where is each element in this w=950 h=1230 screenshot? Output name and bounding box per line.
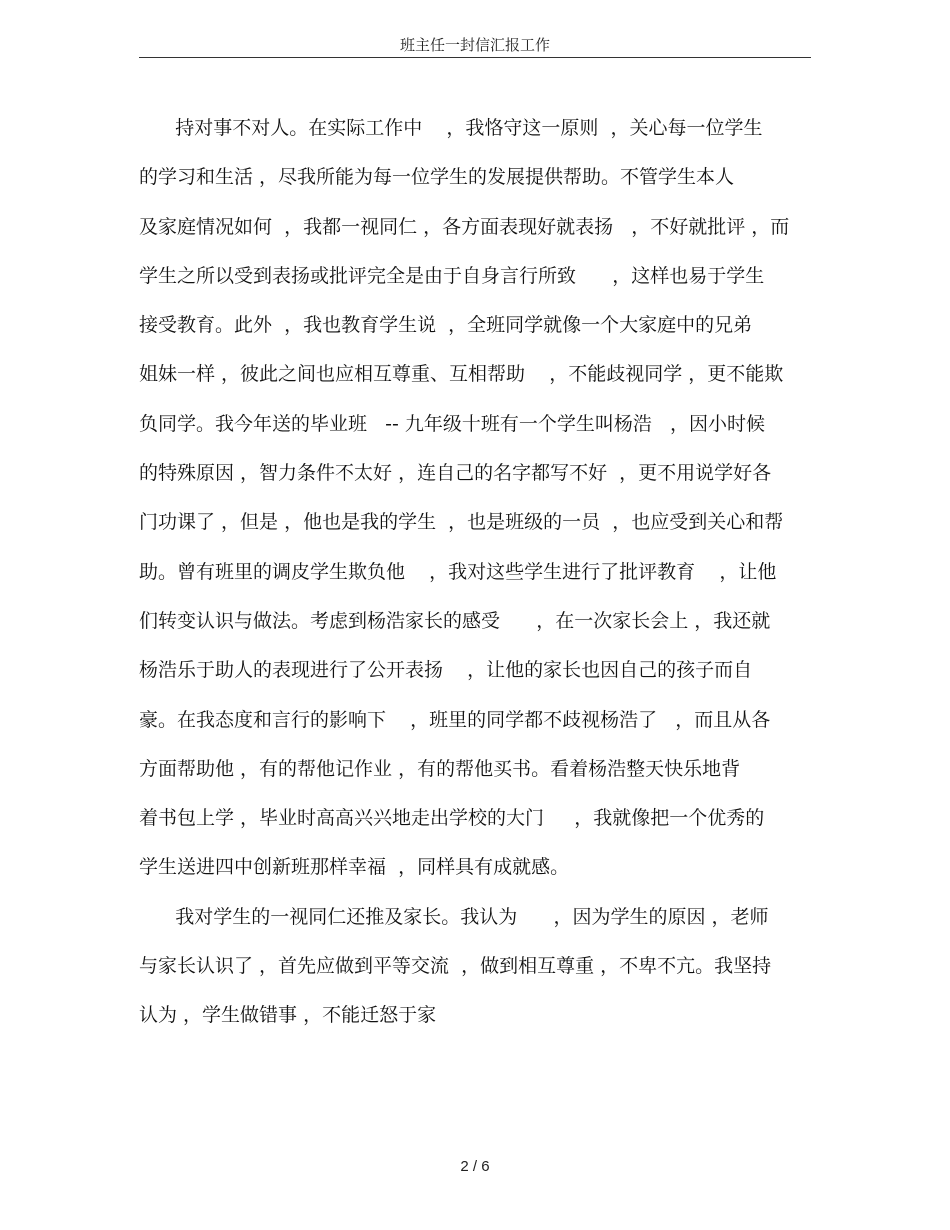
text-line: 持对事不对人。在实际工作中 ，我恪守这一原则 ，关心每一位学生 — [139, 117, 763, 139]
text-line: 们转变认识与做法。考虑到杨浩家长的感受 ，在一次家长会上 ，我还就 — [139, 609, 771, 632]
text-line: 着书包上学 ，毕业时高高兴兴地走出学校的大门 ，我就像把一个优秀的 — [139, 807, 765, 830]
text-line: 方面帮助他 ，有的帮他记作业 ，有的帮他买书。看着杨浩整天快乐地背 — [139, 757, 741, 780]
text-line: 学生送进四中创新班那样幸福 ，同样具有成就感。 — [139, 856, 570, 879]
text-line: 接受教育。此外 ，我也教育学生说 ，全班同学就像一个大家庭中的兄弟 — [139, 314, 753, 337]
text-line: 助。曾有班里的调皮学生欺负他 ，我对这些学生进行了批评教育 ，让他 — [139, 560, 777, 583]
text-line: 及家庭情况如何 ，我都一视同仁 ，各方面表现好就表扬 ，不好就批评 ，而 — [139, 215, 790, 238]
page-header-title: 班主任一封信汇报工作 — [399, 36, 550, 54]
text-line: 我对学生的一视同仁还推及家长。我认为 ，因为学生的原因 ，老师 — [139, 905, 769, 928]
page-number: 2 / 6 — [460, 1158, 490, 1175]
text-line: 豪。在我态度和言行的影响下 ，班里的同学都不歧视杨浩了 ，而且从各 — [139, 708, 771, 731]
text-line: 门功课了 ，但是 ，他也是我的学生 ，也是班级的一员 ，也应受到关心和帮 — [139, 511, 784, 534]
text-line: 的特殊原因 ，智力条件不太好 ，连自己的名字都写不好 ，更不用说学好各 — [139, 462, 772, 485]
body-text — [139, 108, 811, 1045]
text-line: 与家长认识了 ，首先应做到平等交流 ，做到相互尊重 ，不卑不亢。我坚持 — [139, 955, 772, 978]
text-line: 杨浩乐于助人的表现进行了公开表扬 ，让他的家长也因自己的孩子而自 — [139, 659, 753, 682]
text-line: 认为 ，学生做错事 ，不能迁怒于家 — [139, 1004, 437, 1027]
text-line: 的学习和生活 ，尽我所能为每一位学生的发展提供帮助。不管学生本人 — [139, 166, 735, 189]
text-line: 负同学。我今年送的毕业班 -- 九年级十班有一个学生叫杨浩 ，因小时候 — [139, 412, 765, 435]
text-line: 学生之所以受到表扬或批评完全是由于自身言行所致 ，这样也易于学生 — [139, 264, 765, 287]
text-line: 姐妹一样 ，彼此之间也应相互尊重、互相帮助 ，不能歧视同学 ，更不能欺 — [139, 363, 784, 386]
header-divider — [139, 57, 811, 58]
